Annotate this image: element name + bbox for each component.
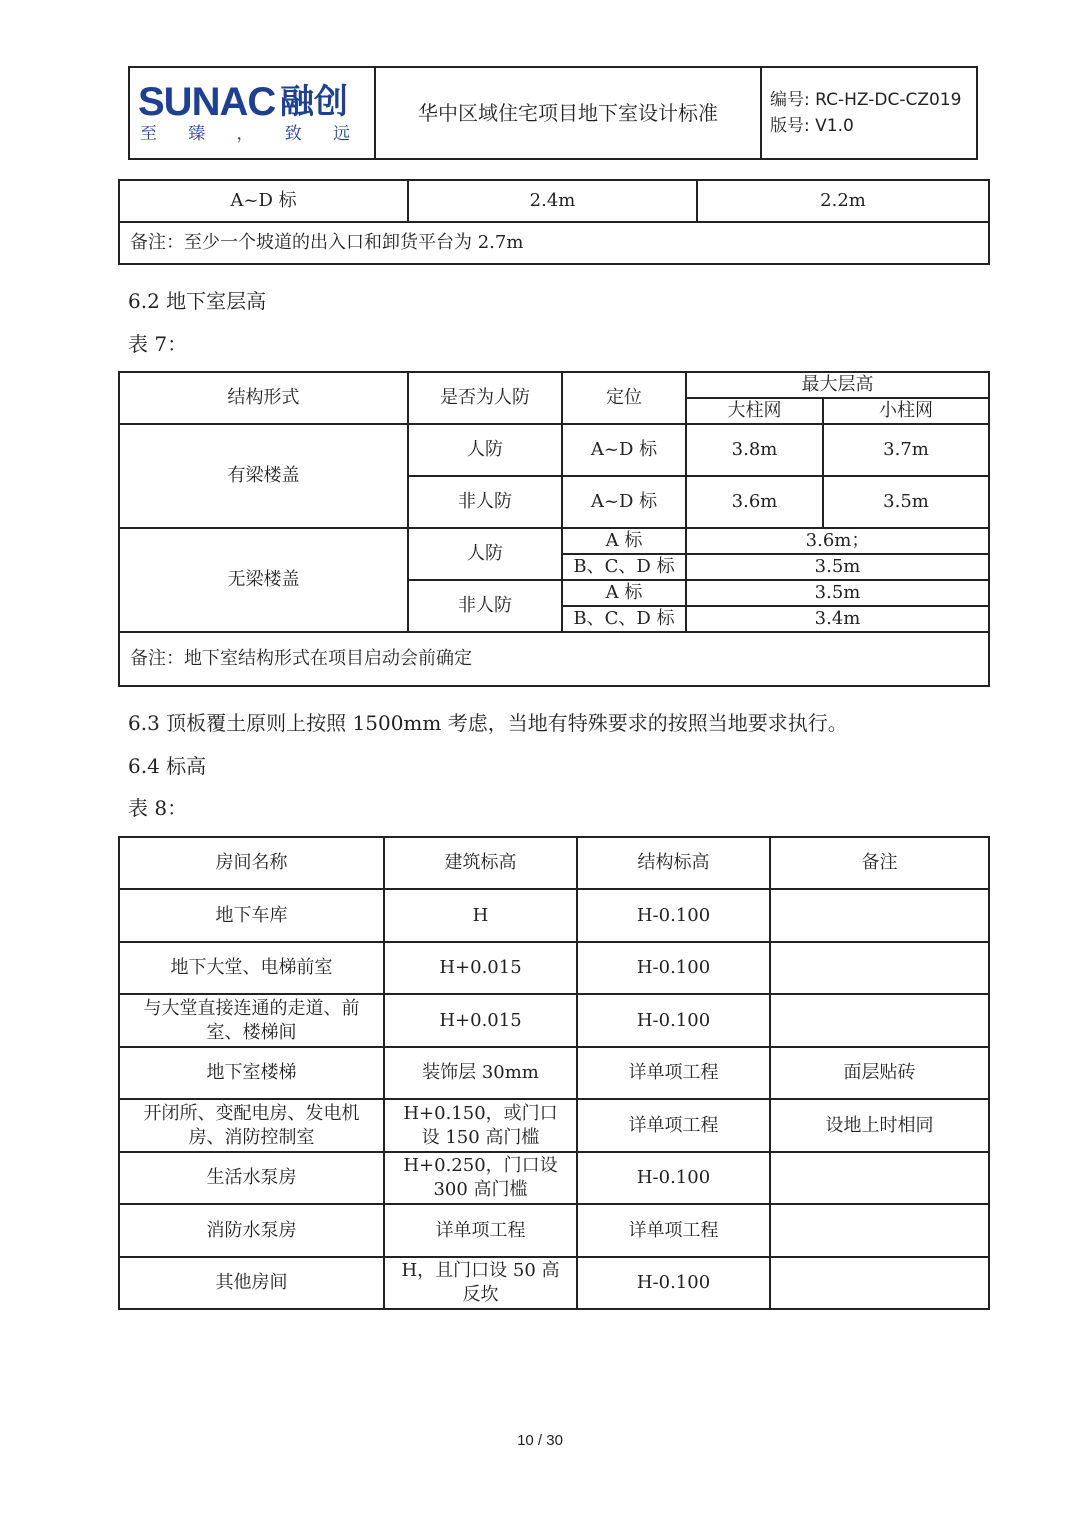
- table-cell: [770, 994, 989, 1047]
- table-cell: 消防水泵房: [119, 1204, 384, 1257]
- table-cell: H+0.015: [384, 994, 577, 1047]
- table-note: 备注：至少一个坡道的出入口和卸货平台为 2.7m: [119, 222, 989, 264]
- table-cell: 人防: [408, 528, 562, 580]
- table-cell: [770, 1257, 989, 1309]
- table-cell: 3.5m: [686, 580, 989, 606]
- table-cell: 详单项工程: [577, 1204, 770, 1257]
- logo-chinese-mark: 融创: [280, 82, 348, 122]
- table-cell: H-0.100: [577, 942, 770, 994]
- table-8-elevations: [118, 836, 990, 1310]
- document-version: 版号: V1.0: [770, 116, 854, 136]
- table-cell: 3.6m: [686, 476, 823, 528]
- logo: [129, 67, 375, 159]
- document-title: 华中区域住宅项目地下室设计标准: [375, 67, 761, 159]
- table-cell: A~D 标: [562, 476, 686, 528]
- table-cell: 3.7m: [823, 424, 989, 476]
- table-cell: B、C、D 标: [562, 554, 686, 580]
- logo-wordmark: SUNAC: [138, 80, 276, 124]
- table-7-note: 备注：地下室结构形式在项目启动会前确定: [119, 632, 989, 686]
- table-cell: 3.5m: [823, 476, 989, 528]
- table-7-floor-height: [118, 371, 990, 687]
- table-cell: H，且门口设 50 高反坎: [384, 1257, 577, 1309]
- table-cell: 非人防: [408, 476, 562, 528]
- table-cell: H-0.100: [577, 1152, 770, 1204]
- table-cell: 其他房间: [119, 1257, 384, 1309]
- table-cell: 详单项工程: [577, 1047, 770, 1099]
- table-cell: 生活水泵房: [119, 1152, 384, 1204]
- header-small-grid: 小柱网: [823, 398, 989, 424]
- section-heading-6-2: 6.2 地下室层高: [128, 289, 267, 313]
- table-cell: [770, 889, 989, 942]
- table-cell: A~D 标: [562, 424, 686, 476]
- table-cell: 非人防: [408, 580, 562, 632]
- table-cell: A 标: [562, 580, 686, 606]
- table-cell: H-0.100: [577, 1257, 770, 1309]
- table-cell: H+0.015: [384, 942, 577, 994]
- header-max-height: 最大层高: [686, 372, 989, 398]
- table-row: [119, 942, 989, 994]
- table-cell: H-0.100: [577, 994, 770, 1047]
- beam-floor-label: 有梁楼盖: [119, 424, 408, 528]
- header-large-grid: 大柱网: [686, 398, 823, 424]
- table-cell: 人防: [408, 424, 562, 476]
- header-civil-defense: 是否为人防: [408, 372, 562, 424]
- table-cell: 详单项工程: [577, 1099, 770, 1152]
- document-code: [761, 67, 977, 159]
- logo-slogan: 至 臻 ， 致 远: [140, 124, 350, 144]
- header-structural-elevation: 结构标高: [577, 837, 770, 889]
- table-row: [119, 1099, 989, 1152]
- table-cell: [770, 942, 989, 994]
- table-cell: 地下室楼梯: [119, 1047, 384, 1099]
- header-room-name: 房间名称: [119, 837, 384, 889]
- document-header: [128, 66, 978, 160]
- table-cell: H: [384, 889, 577, 942]
- table-row: [119, 1257, 989, 1309]
- table-cell: [770, 1204, 989, 1257]
- section-text-6-3: 6.3 顶板覆土原则上按照 1500mm 考虑，当地有特殊要求的按照当地要求执行。: [128, 711, 848, 735]
- table-row: [119, 1047, 989, 1099]
- table-row: [119, 1204, 989, 1257]
- table-cell: 3.8m: [686, 424, 823, 476]
- table-cell: 开闭所、变配电房、发电机房、消防控制室: [119, 1099, 384, 1152]
- table-cell: A~D 标: [119, 180, 408, 222]
- table-row: [119, 1152, 989, 1204]
- table-cell: 面层贴砖: [770, 1047, 989, 1099]
- table-cell: B、C、D 标: [562, 606, 686, 632]
- table-row: [119, 889, 989, 942]
- table-cell: H+0.150，或门口设 150 高门槛: [384, 1099, 577, 1152]
- table-cell: 2.4m: [408, 180, 697, 222]
- table-cell: 装饰层 30mm: [384, 1047, 577, 1099]
- table-cell: 详单项工程: [384, 1204, 577, 1257]
- table-7-label: 表 7：: [128, 332, 188, 356]
- table-cell: 2.2m: [697, 180, 989, 222]
- page-number: 10 / 30: [517, 1432, 563, 1449]
- table-8-label: 表 8：: [128, 796, 188, 820]
- header-structure: 结构形式: [119, 372, 408, 424]
- table-row: [119, 994, 989, 1047]
- table-cell: H-0.100: [577, 889, 770, 942]
- header-architectural-elevation: 建筑标高: [384, 837, 577, 889]
- document-number: 编号: RC-HZ-DC-CZ019: [770, 90, 962, 110]
- header-position: 定位: [562, 372, 686, 424]
- table-cell: 3.5m: [686, 554, 989, 580]
- header-remarks: 备注: [770, 837, 989, 889]
- table-cell: 3.6m；: [686, 528, 989, 554]
- table-cell: 3.4m: [686, 606, 989, 632]
- table-cell: A 标: [562, 528, 686, 554]
- continuation-table: [118, 179, 990, 265]
- table-cell: [770, 1152, 989, 1204]
- section-heading-6-4: 6.4 标高: [128, 754, 207, 778]
- table-cell: 地下大堂、电梯前室: [119, 942, 384, 994]
- beamless-floor-label: 无梁楼盖: [119, 528, 408, 632]
- table-cell: 与大堂直接连通的走道、前室、楼梯间: [119, 994, 384, 1047]
- table-cell: 设地上时相同: [770, 1099, 989, 1152]
- table-cell: 地下车库: [119, 889, 384, 942]
- table-cell: H+0.250，门口设 300 高门槛: [384, 1152, 577, 1204]
